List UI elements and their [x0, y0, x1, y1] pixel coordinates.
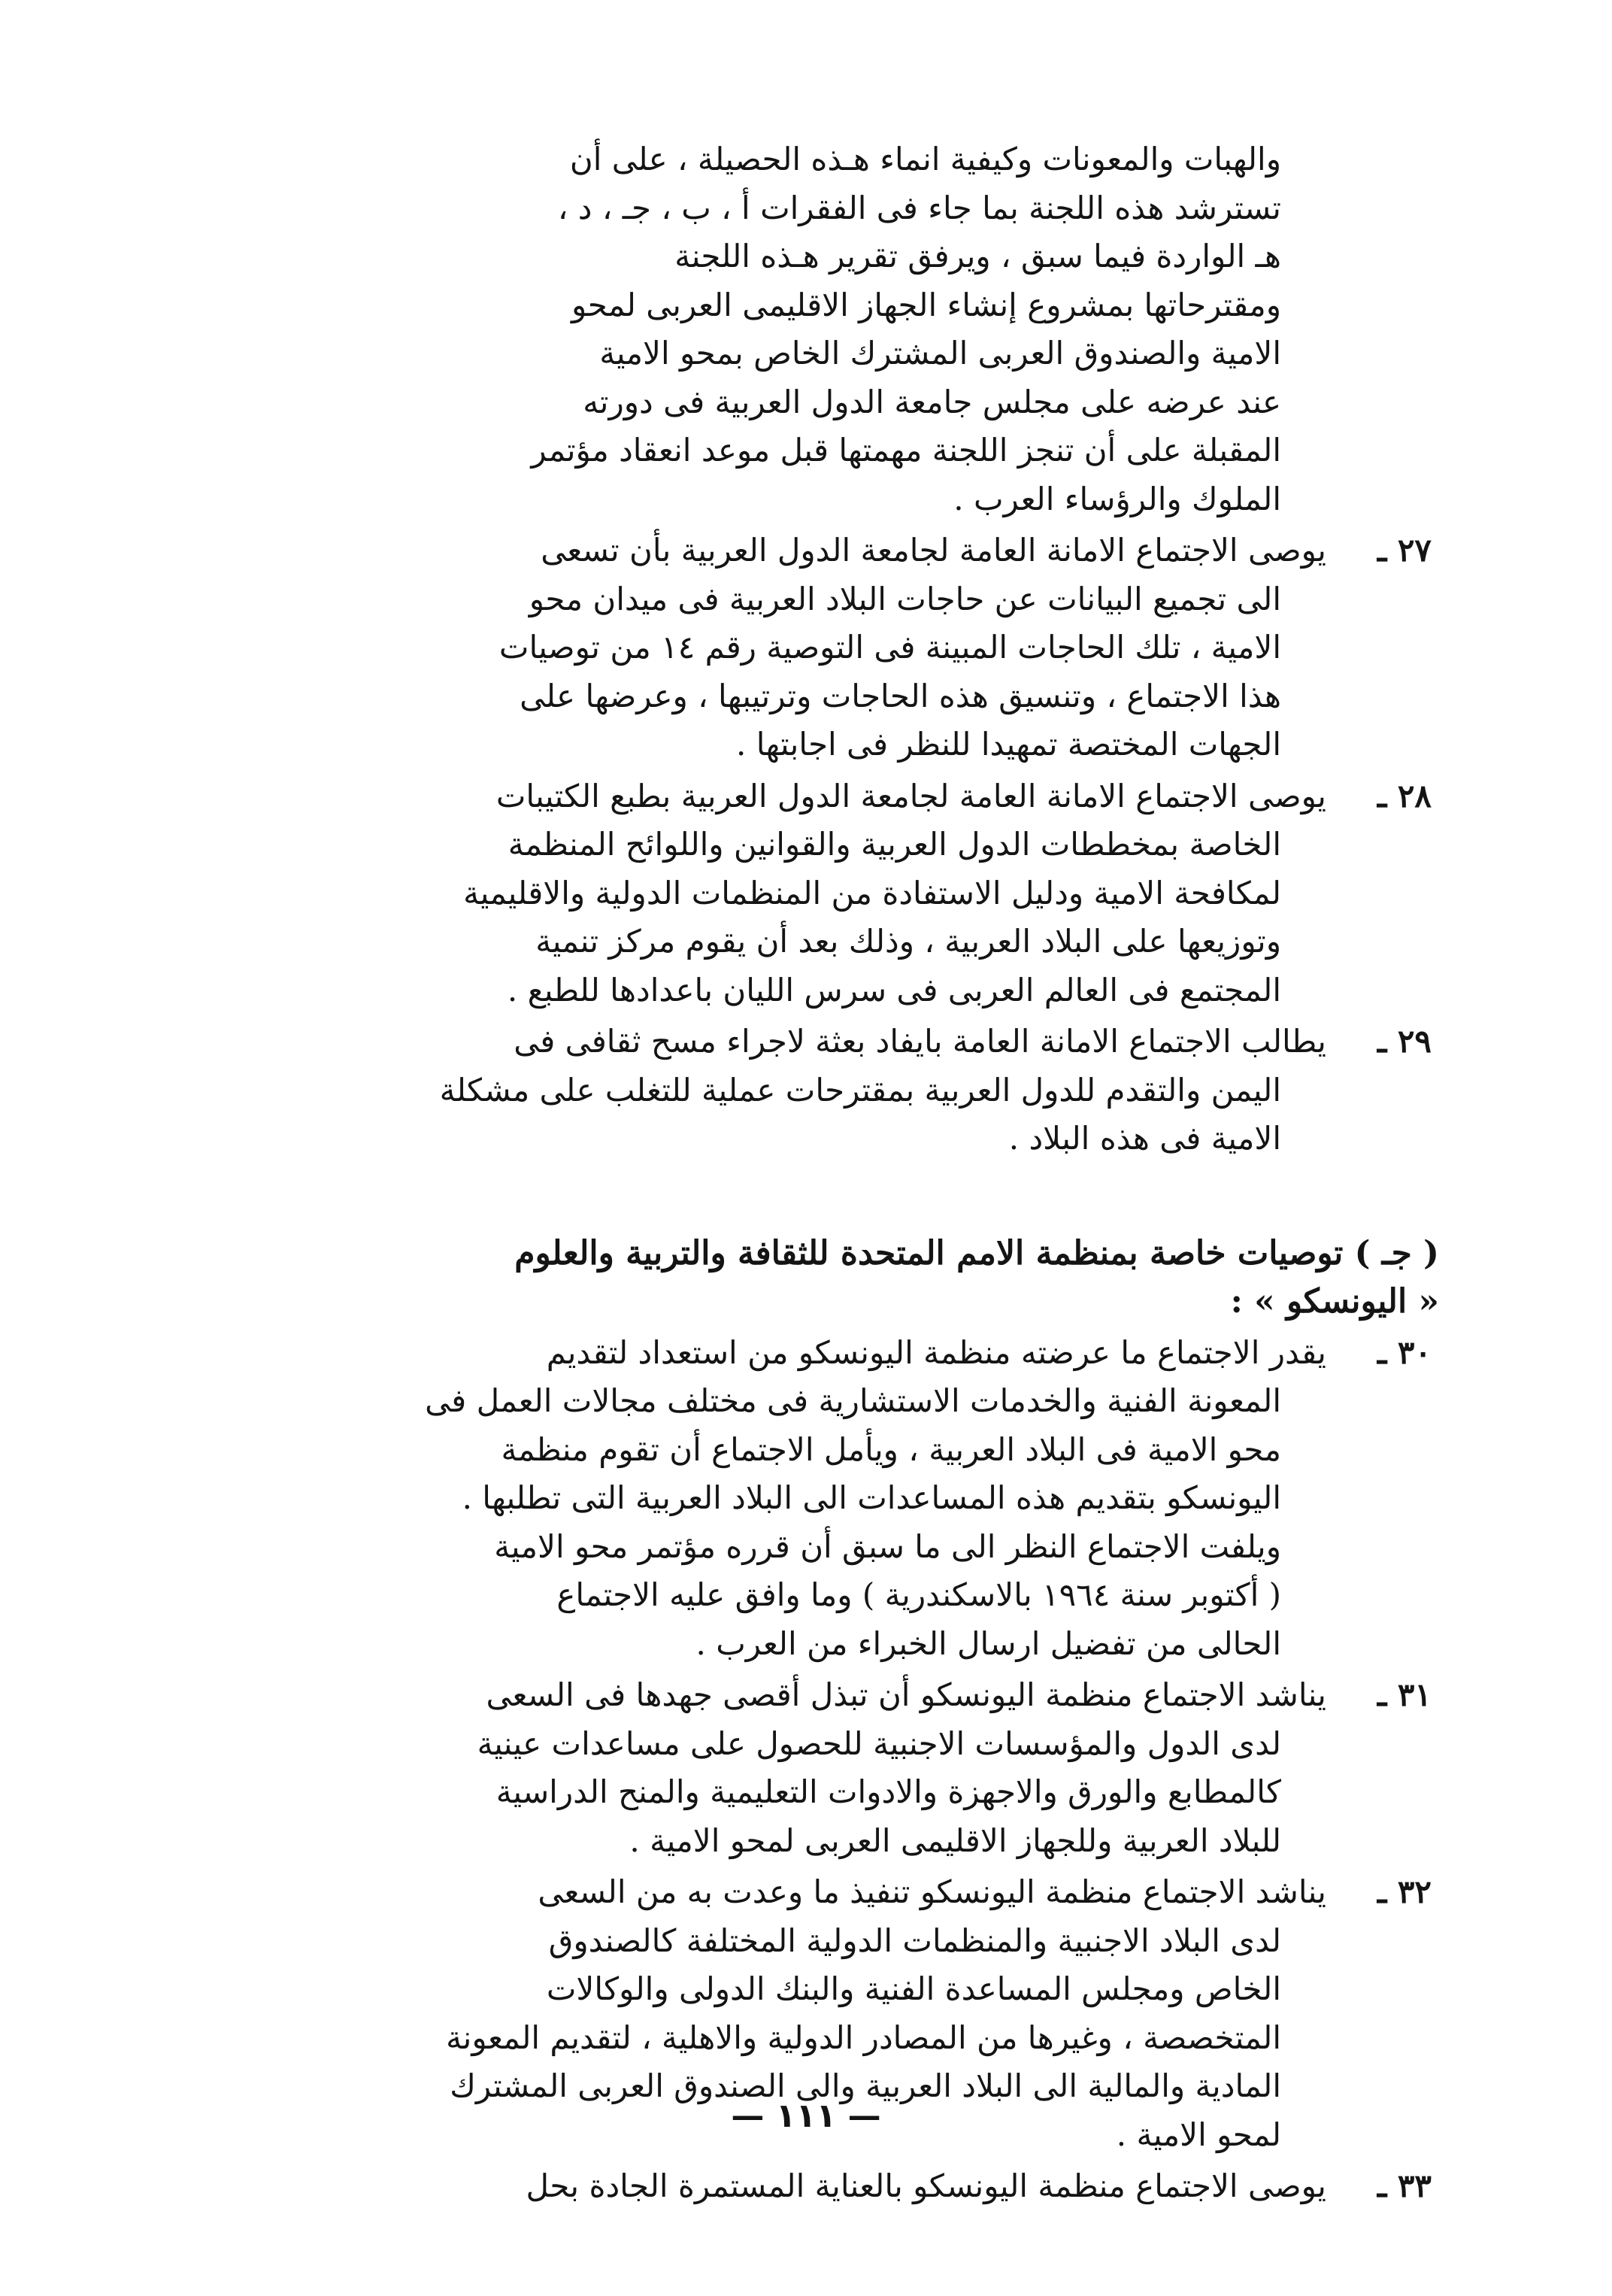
text-line: الى تجميع البيانات عن حاجات البلاد العربية فى ميدان محو [529, 580, 1281, 617]
text-line: هـ الواردة فيما سبق ، ويرفق تقرير هـذه اللجنة [674, 238, 1281, 274]
section-heading-unesco [271, 1230, 1439, 1326]
section-subtitle: « اليونسكو » : [1230, 1281, 1439, 1321]
text-line: المعونة الفنية والخدمات الاستشارية فى مختلف مجالات العمل فى [425, 1382, 1281, 1419]
text-line: عند عرضه على مجلس جامعة الدول العربية فى دورته [583, 383, 1281, 420]
text-line: ويلفت الاجتماع النظر الى ما سبق أن قرره مؤتمر محو الامية [494, 1527, 1281, 1565]
text-line: يوصى الاجتماع الامانة العامة لجامعة الدول العربية بطبع الكتيبات [495, 777, 1326, 814]
text-line: ( أكتوبر سنة ١٩٦٤ بالاسكندرية ) وما وافق عليه الاجتماع [556, 1576, 1281, 1613]
text-line: لمحو الامية . [1116, 2116, 1281, 2153]
text-line: لمكافحة الامية ودليل الاستفادة من المنظمات الدولية والاقليمية [463, 874, 1281, 911]
text-line: يوصى الاجتماع منظمة اليونسكو بالعناية المستمرة الجادة بحل [526, 2167, 1326, 2204]
item-number: ٣١ ـ [1377, 1676, 1432, 1713]
text-line: اليونسكو بتقديم هذه المساعدات الى البلاد العربية التى تطلبها . [462, 1479, 1281, 1516]
recommendation-27 [271, 526, 1432, 769]
text-line: والهبات والمعونات وكيفية انماء هـذه الحصيلة ، على أن [569, 141, 1281, 177]
text-line: محو الامية فى البلاد العربية ، ويأمل الاجتماع أن تقوم منظمة [501, 1430, 1281, 1468]
section-title: ( جـ ) توصيات خاصة بمنظمة الامم المتحدة للثقافة والتربية والعلوم [514, 1233, 1439, 1272]
text-line: يطالب الاجتماع الامانة العامة بايفاد بعثة لاجراء مسح ثقافى فى [514, 1023, 1326, 1060]
recommendation-33 [271, 2162, 1432, 2211]
text-line: المقبلة على أن تنجز اللجنة مهمتها قبل موعد انعقاد مؤتمر [531, 432, 1281, 469]
text-line: الجهات المختصة تمهيدا للنظر فى اجابتها . [736, 726, 1281, 763]
item-number: ٢٩ ـ [1377, 1023, 1432, 1060]
recommendation-31 [271, 1671, 1432, 1865]
text-line: وتوزيعها على البلاد العربية ، وذلك بعد أن يقوم مركز تنمية [535, 923, 1281, 960]
item-number: ٣٠ ـ [1377, 1333, 1432, 1371]
text-line: لدى الدول والمؤسسات الاجنبية للحصول على مساعدات عينية [477, 1724, 1281, 1762]
text-line: الامية فى هذه البلاد . [1008, 1120, 1281, 1157]
recommendation-28 [271, 772, 1432, 1015]
text-line: لدى البلاد الاجنبية والمنظمات الدولية المختلفة كالصندوق [548, 1921, 1281, 1959]
text-line: يناشد الاجتماع منظمة اليونسكو أن تبذل أقصى جهدها فى السعى [486, 1676, 1326, 1713]
recommendation-29 [271, 1018, 1432, 1163]
text-line: يقدر الاجتماع ما عرضته منظمة اليونسكو من استعداد لتقديم [546, 1333, 1326, 1371]
text-line: الخاصة بمخططات الدول العربية والقوانين واللوائح المنظمة [508, 826, 1281, 863]
text-line: ومقترحاتها بمشروع إنشاء الجهاز الاقليمى العربى لمحو [571, 286, 1281, 323]
text-line: الخاص ومجلس المساعدة الفنية والبنك الدولى والوكالات [546, 1970, 1281, 2007]
text-line: يوصى الاجتماع الامانة العامة لجامعة الدول العربية بأن تسعى [541, 532, 1326, 569]
text-line: الامية والصندوق العربى المشترك الخاص بمحو الامية [599, 335, 1281, 372]
text-line: اليمن والتقدم للدول العربية بمقترحات عملية للتغلب على مشكلة [439, 1071, 1281, 1109]
text-line: تسترشد هذه اللجنة بما جاء فى الفقرات أ ، ب ، جـ ، د ، [557, 189, 1281, 226]
text-line: المجتمع فى العالم العربى فى سرس الليان باعدادها للطبع . [507, 971, 1281, 1008]
text-line: للبلاد العربية وللجهاز الاقليمى العربى لمحو الامية . [629, 1821, 1281, 1859]
page-number: — ١١١ — [731, 2097, 881, 2135]
text-line: الحالى من تفضيل ارسال الخبراء من العرب . [695, 1624, 1281, 1662]
item-number: ٢٧ ـ [1377, 532, 1432, 569]
document-page [271, 135, 1439, 2211]
text-line: المتخصصة ، وغيرها من المصادر الدولية والاهلية ، لتقديم المعونة [446, 2018, 1281, 2056]
item-number: ٣٢ ـ [1377, 1873, 1432, 1910]
recommendation-30 [271, 1329, 1432, 1669]
intro-paragraph [271, 135, 1281, 523]
item-number: ٣٣ ـ [1377, 2167, 1432, 2204]
text-line: الملوك والرؤساء العرب . [953, 480, 1281, 517]
text-line: هذا الاجتماع ، وتنسيق هذه الحاجات وترتيبها ، وعرضها على [520, 677, 1281, 714]
text-line: يناشد الاجتماع منظمة اليونسكو تنفيذ ما وعدت به من السعى [538, 1873, 1326, 1910]
item-number: ٢٨ ـ [1377, 777, 1432, 814]
text-line: كالمطابع والورق والاجهزة والادوات التعليمية والمنح الدراسية [495, 1773, 1281, 1810]
text-line: المادية والمالية الى البلاد العربية والى الصندوق العربى المشترك [450, 2067, 1281, 2104]
text-line: الامية ، تلك الحاجات المبينة فى التوصية رقم ١٤ من توصيات [498, 629, 1281, 666]
